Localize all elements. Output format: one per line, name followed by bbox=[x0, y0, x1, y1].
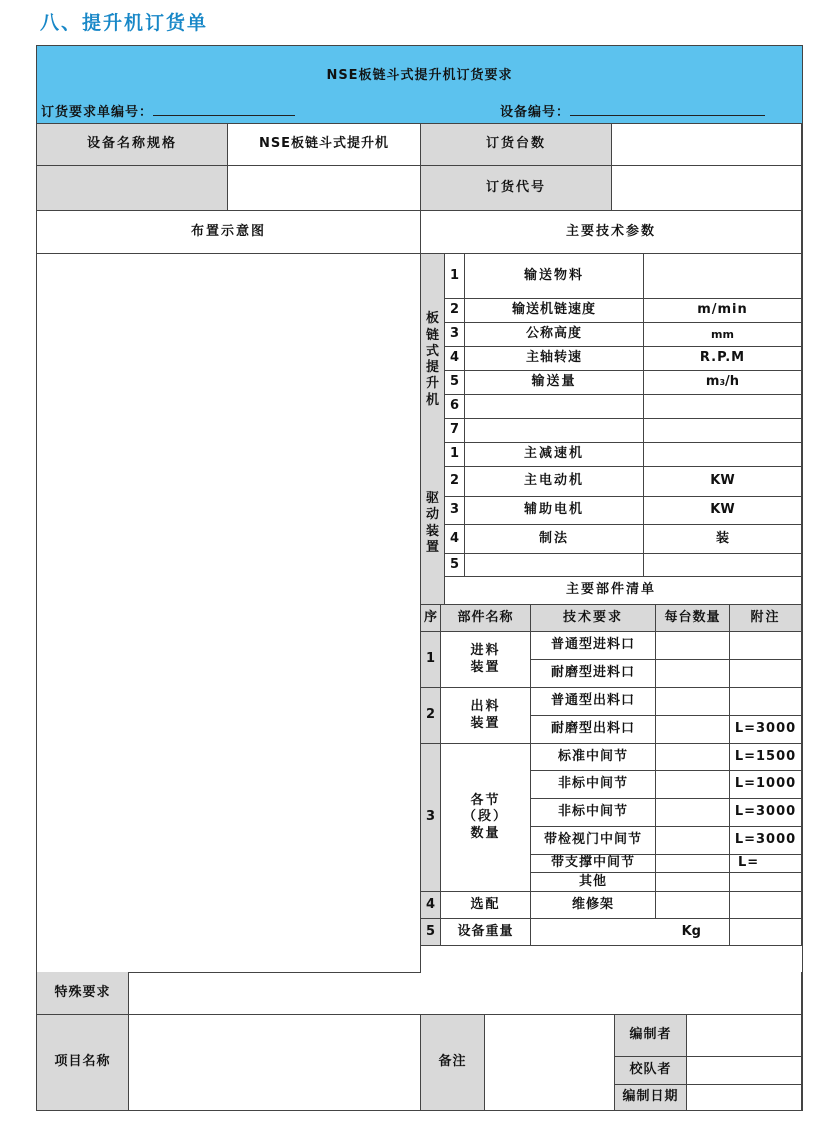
parts-note[interactable] bbox=[730, 892, 802, 919]
elev-row-name: 主轴转速 bbox=[465, 347, 644, 371]
drive-row-name: 主减速机 bbox=[465, 443, 644, 467]
checker-label: 校队者 bbox=[615, 1057, 687, 1085]
weight-value[interactable]: Kg bbox=[531, 919, 730, 946]
date-label: 编制日期 bbox=[615, 1085, 687, 1111]
parts-req: 标准中间节 bbox=[531, 744, 656, 771]
layout-diagram-area[interactable] bbox=[37, 254, 421, 973]
elev-row-unit[interactable]: m 3 /h bbox=[644, 371, 802, 395]
parts-no: 5 bbox=[421, 919, 441, 946]
date-input[interactable] bbox=[687, 1085, 802, 1111]
drive-row-name: 制法 bbox=[465, 525, 644, 554]
parts-note[interactable] bbox=[730, 660, 802, 688]
elev-row-name: 输送量 bbox=[465, 371, 644, 395]
editor-label: 编制者 bbox=[615, 1015, 687, 1057]
page-title: 八、提升机订货单 bbox=[40, 12, 209, 34]
drive-row-name: 主电动机 bbox=[465, 467, 644, 497]
checker-input[interactable] bbox=[687, 1057, 802, 1085]
parts-req: 维修架 bbox=[531, 892, 656, 919]
elev-row-no: 6 bbox=[445, 395, 465, 419]
equip-name-label: 设备名称规格 bbox=[37, 124, 228, 166]
elev-row-no: 7 bbox=[445, 419, 465, 443]
drive-row-no: 3 bbox=[445, 497, 465, 525]
parts-qty[interactable] bbox=[656, 892, 730, 919]
elevator-group-label: 板 链 式 提 升 机 bbox=[421, 254, 445, 467]
parts-req: 普通型进料口 bbox=[531, 632, 656, 660]
drive-group-label: 驱 动 装 置 bbox=[421, 443, 445, 605]
elev-row-no: 4 bbox=[445, 347, 465, 371]
elev-row-no: 3 bbox=[445, 323, 465, 347]
elev-row-value[interactable] bbox=[644, 419, 802, 443]
form-title: NSE板链斗式提升机订货要求 bbox=[326, 68, 513, 83]
parts-req: 带检视门中间节 bbox=[531, 827, 656, 855]
elev-row-unit[interactable]: R.P.M bbox=[644, 347, 802, 371]
parts-req: 耐磨型出料口 bbox=[531, 716, 656, 744]
elev-row-no: 5 bbox=[445, 371, 465, 395]
remark-input[interactable] bbox=[485, 1015, 615, 1111]
parts-qty[interactable] bbox=[656, 771, 730, 799]
parts-qty[interactable] bbox=[656, 632, 730, 660]
parts-note[interactable] bbox=[730, 688, 802, 716]
equipment-no-input[interactable] bbox=[570, 103, 765, 116]
parts-name: 设备重量 bbox=[441, 919, 531, 946]
equipment-no-field[interactable] bbox=[500, 101, 765, 120]
parts-note[interactable]: L=3000 bbox=[730, 799, 802, 827]
drive-row-value[interactable] bbox=[644, 443, 802, 467]
parts-qty[interactable] bbox=[656, 688, 730, 716]
elev-row-value[interactable] bbox=[644, 395, 802, 419]
parts-qty[interactable] bbox=[656, 716, 730, 744]
equipment-no-label: 设备编号： bbox=[500, 105, 571, 120]
parts-name: 出料 装置 bbox=[441, 688, 531, 744]
tech-params-label: 主要技术参数 bbox=[421, 211, 802, 254]
drive-row-no: 1 bbox=[445, 443, 465, 467]
elev-row-value[interactable] bbox=[644, 254, 802, 299]
parts-note[interactable]: L=3000 bbox=[730, 827, 802, 855]
equip-name-value: NSE板链斗式提升机 bbox=[228, 124, 421, 166]
layout-diagram-label: 布置示意图 bbox=[37, 211, 421, 254]
elev-row-name[interactable] bbox=[465, 395, 644, 419]
elev-row-name: 输送物料 bbox=[465, 254, 644, 299]
parts-no: 2 bbox=[421, 688, 441, 744]
elev-row-name: 输送机链速度 bbox=[465, 299, 644, 323]
order-form bbox=[36, 45, 803, 1111]
elev-row-no: 1 bbox=[445, 254, 465, 299]
parts-req: 普通型出料口 bbox=[531, 688, 656, 716]
order-no-field[interactable] bbox=[41, 101, 295, 120]
drive-row-name: 辅助电机 bbox=[465, 497, 644, 525]
elev-row-no: 2 bbox=[445, 299, 465, 323]
blank-label-cell bbox=[37, 166, 228, 211]
parts-note[interactable]: L=3000 bbox=[730, 716, 802, 744]
parts-qty[interactable] bbox=[656, 873, 730, 892]
parts-qty[interactable] bbox=[656, 799, 730, 827]
order-qty-label: 订货台数 bbox=[421, 124, 612, 166]
editor-input[interactable] bbox=[687, 1015, 802, 1057]
parts-req: 其他 bbox=[531, 873, 656, 892]
order-code-input[interactable] bbox=[612, 166, 802, 211]
parts-note[interactable]: L= bbox=[730, 855, 802, 873]
parts-list-title: 主要部件清单 bbox=[421, 577, 802, 605]
remark-label: 备注 bbox=[421, 1015, 485, 1111]
parts-note[interactable]: L=1500 bbox=[730, 744, 802, 771]
order-qty-input[interactable] bbox=[612, 124, 802, 166]
parts-note[interactable] bbox=[730, 873, 802, 892]
drive-row-no: 5 bbox=[445, 554, 465, 577]
parts-header-note: 附注 bbox=[730, 605, 802, 632]
form-header bbox=[37, 46, 802, 124]
drive-row-unit[interactable]: 装 bbox=[644, 525, 802, 554]
blank-value-cell[interactable] bbox=[228, 166, 421, 211]
parts-qty[interactable] bbox=[656, 855, 730, 873]
project-name-input[interactable] bbox=[129, 1015, 421, 1111]
weight-note[interactable] bbox=[730, 919, 802, 946]
parts-header-name: 部件名称 bbox=[441, 605, 531, 632]
parts-name: 进料 装置 bbox=[441, 632, 531, 688]
elev-row-name[interactable] bbox=[465, 419, 644, 443]
parts-req: 非标中间节 bbox=[531, 799, 656, 827]
parts-note[interactable]: L=1000 bbox=[730, 771, 802, 799]
drive-row-unit[interactable]: KW bbox=[644, 467, 802, 497]
parts-name: 各节 （段） 数量 bbox=[441, 744, 531, 892]
parts-no: 4 bbox=[421, 892, 441, 919]
special-req-input[interactable] bbox=[129, 972, 802, 1015]
parts-header-no: 序 bbox=[421, 605, 441, 632]
drive-row-no: 4 bbox=[445, 525, 465, 554]
parts-qty[interactable] bbox=[656, 660, 730, 688]
elev-row-name: 公称高度 bbox=[465, 323, 644, 347]
project-name-label: 项目名称 bbox=[37, 1015, 129, 1111]
parts-header-req: 技术要求 bbox=[531, 605, 656, 632]
drive-row-value[interactable] bbox=[644, 554, 802, 577]
drive-row-unit[interactable]: KW bbox=[644, 497, 802, 525]
elev-row-unit[interactable]: mm bbox=[644, 323, 802, 347]
parts-header-qty: 每台数量 bbox=[656, 605, 730, 632]
parts-req: 耐磨型进料口 bbox=[531, 660, 656, 688]
parts-no: 1 bbox=[421, 632, 441, 688]
parts-req: 非标中间节 bbox=[531, 771, 656, 799]
special-req-label: 特殊要求 bbox=[37, 972, 129, 1015]
parts-name: 选配 bbox=[441, 892, 531, 919]
order-code-label: 订货代号 bbox=[421, 166, 612, 211]
drive-row-no: 2 bbox=[445, 467, 465, 497]
parts-no: 3 bbox=[421, 744, 441, 892]
elev-row-unit[interactable]: m/min bbox=[644, 299, 802, 323]
drive-row-name[interactable] bbox=[465, 554, 644, 577]
order-no-input[interactable] bbox=[153, 103, 295, 116]
parts-qty[interactable] bbox=[656, 744, 730, 771]
order-no-label: 订货要求单编号： bbox=[41, 105, 154, 120]
parts-note[interactable] bbox=[730, 632, 802, 660]
parts-req: 带支撑中间节 bbox=[531, 855, 656, 873]
parts-qty[interactable] bbox=[656, 827, 730, 855]
